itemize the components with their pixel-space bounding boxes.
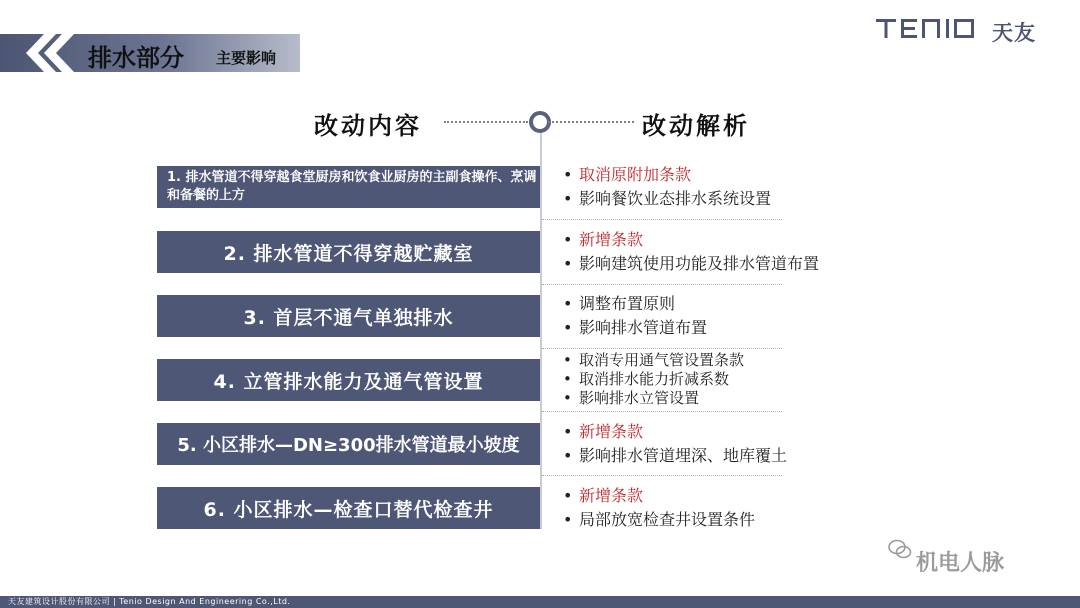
list-item: • 取消排水能力折减系数	[563, 370, 730, 388]
logo-chinese-name: 天友	[992, 21, 1036, 45]
list-item: • 局部放宽检查井设置条件	[563, 510, 756, 529]
list-item: • 新增条款	[563, 486, 644, 505]
list-item: • 影响排水管道埋深、地库覆土	[563, 446, 788, 465]
page-title: 排水部分	[88, 44, 184, 72]
list-item: • 调整布置原则	[563, 294, 676, 313]
row-separator	[542, 475, 782, 476]
row-separator	[542, 348, 782, 349]
analysis-list-3	[563, 292, 707, 340]
change-item-3: 3. 首层不通气单独排水	[157, 295, 540, 337]
right-column-heading: 改动解析	[642, 112, 750, 140]
change-item-2: 2. 排水管道不得穿越贮藏室	[157, 231, 540, 273]
list-item: • 新增条款	[563, 230, 644, 249]
wechat-icon	[888, 538, 912, 560]
row-separator	[542, 284, 782, 285]
tenio-logo	[876, 16, 990, 42]
divider	[444, 121, 528, 123]
list-item: • 影响排水立管设置	[563, 389, 700, 407]
row-separator	[542, 219, 782, 220]
timeline-line	[540, 133, 542, 529]
list-item: • 影响餐饮业态排水系统设置	[563, 189, 772, 208]
change-item-6: 6. 小区排水—检查口替代检查井	[157, 487, 540, 529]
analysis-list-1	[563, 163, 771, 211]
page-subtitle: 主要影响	[216, 49, 277, 67]
analysis-list-6	[563, 484, 755, 532]
list-item: • 影响排水管道布置	[563, 318, 708, 337]
watermark-text: 机电人脉	[916, 551, 1005, 576]
change-item-5: 5. 小区排水—DN≥300排水管道最小坡度	[157, 423, 540, 465]
list-item: • 影响建筑使用功能及排水管道布置	[563, 254, 820, 273]
list-item: • 取消原附加条款	[563, 165, 692, 184]
change-item-1	[157, 166, 540, 208]
footer-bar: 天友建筑设计股份有限公司 | Tenio Design And Engineering Co.,Ltd.	[0, 596, 1080, 608]
change-item-4: 4. 立管排水能力及通气管设置	[157, 359, 540, 401]
left-column-heading: 改动内容	[314, 112, 422, 140]
list-item: • 新增条款	[563, 422, 644, 441]
analysis-list-4	[563, 351, 744, 408]
row-separator	[542, 411, 782, 412]
divider	[548, 121, 634, 123]
list-item: • 取消专用通气管设置条款	[563, 351, 745, 369]
analysis-list-5	[563, 420, 787, 468]
change-item-text: 1. 排水管道不得穿越食堂厨房和饮食业厨房的主副食操作、烹调和备餐的上方	[167, 170, 537, 203]
analysis-list-2	[563, 228, 819, 276]
chevron-left-icon	[0, 32, 80, 74]
